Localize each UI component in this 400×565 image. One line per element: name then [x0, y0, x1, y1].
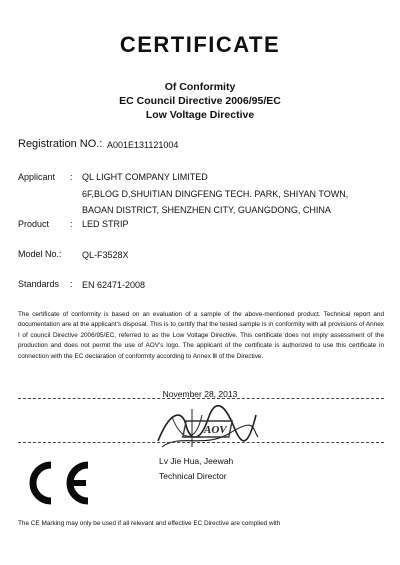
certificate-title: CERTIFICATE	[119, 32, 281, 57]
applicant-address-line2: BAOAN DISTRICT, SHENZHEN CITY, GUANGDONG, CHINA	[82, 205, 331, 215]
applicant-address-line1: 6F,BLOG D,SHUITIAN DINGFENG TECH. PARK, SHIYAN TOWN,	[82, 189, 349, 199]
subtitle-lvd: Low Voltage Directive	[145, 109, 255, 121]
product-label: Product	[18, 219, 50, 229]
model-label: Model No.:	[18, 249, 62, 259]
standards-label: Standards	[18, 279, 60, 289]
ce-mark-icon	[22, 459, 94, 507]
conformity-statement: The certificate of conformity is based on an evaluation of a sample of the above-mentioned product. Technical report and documentation are at the applicant's disposal. This is to certify that the tested sample is in conformity with all provisions of Annex I of council Directive 2006/95/EC, referred to as the Low Voltage Directive. This certificate does not imply assessment of the production and does not permit the use of AOV's logo. The applicant of the certificate is authorized to use this certificate in connection with the EC declaration of conformity according to Annex Ⅲ of the Directive.	[18, 311, 384, 360]
ce-marking-note: The CE Marking may only be used if all relevant and effective EC Directive are complied with	[18, 520, 281, 527]
registration-label: Registration NO.:	[18, 138, 103, 150]
model-value: QL-F3528X	[82, 250, 129, 260]
standards-colon: :	[70, 279, 73, 289]
registration-value: A001E131121004	[107, 140, 179, 150]
product-colon: :	[70, 219, 73, 229]
subtitle-conformity: Of Conformity	[164, 81, 236, 93]
divider-bottom	[18, 442, 384, 443]
signer-name: Lv Jie Hua, Jeewah	[159, 456, 234, 466]
product-value: LED STRIP	[82, 219, 129, 229]
subtitle-directive: EC Council Directive 2006/95/EC	[119, 95, 281, 107]
certificate-date: November 28, 2013	[162, 389, 238, 399]
signer-title: Technical Director	[159, 471, 227, 481]
applicant-name: QL LIGHT COMPANY LIMITED	[82, 172, 208, 182]
standards-value: EN 62471-2008	[82, 280, 146, 290]
aov-stamp-signature	[152, 403, 262, 455]
stamp-text: AOV	[204, 424, 227, 436]
applicant-colon: :	[70, 172, 73, 182]
applicant-label: Applicant	[18, 172, 56, 182]
